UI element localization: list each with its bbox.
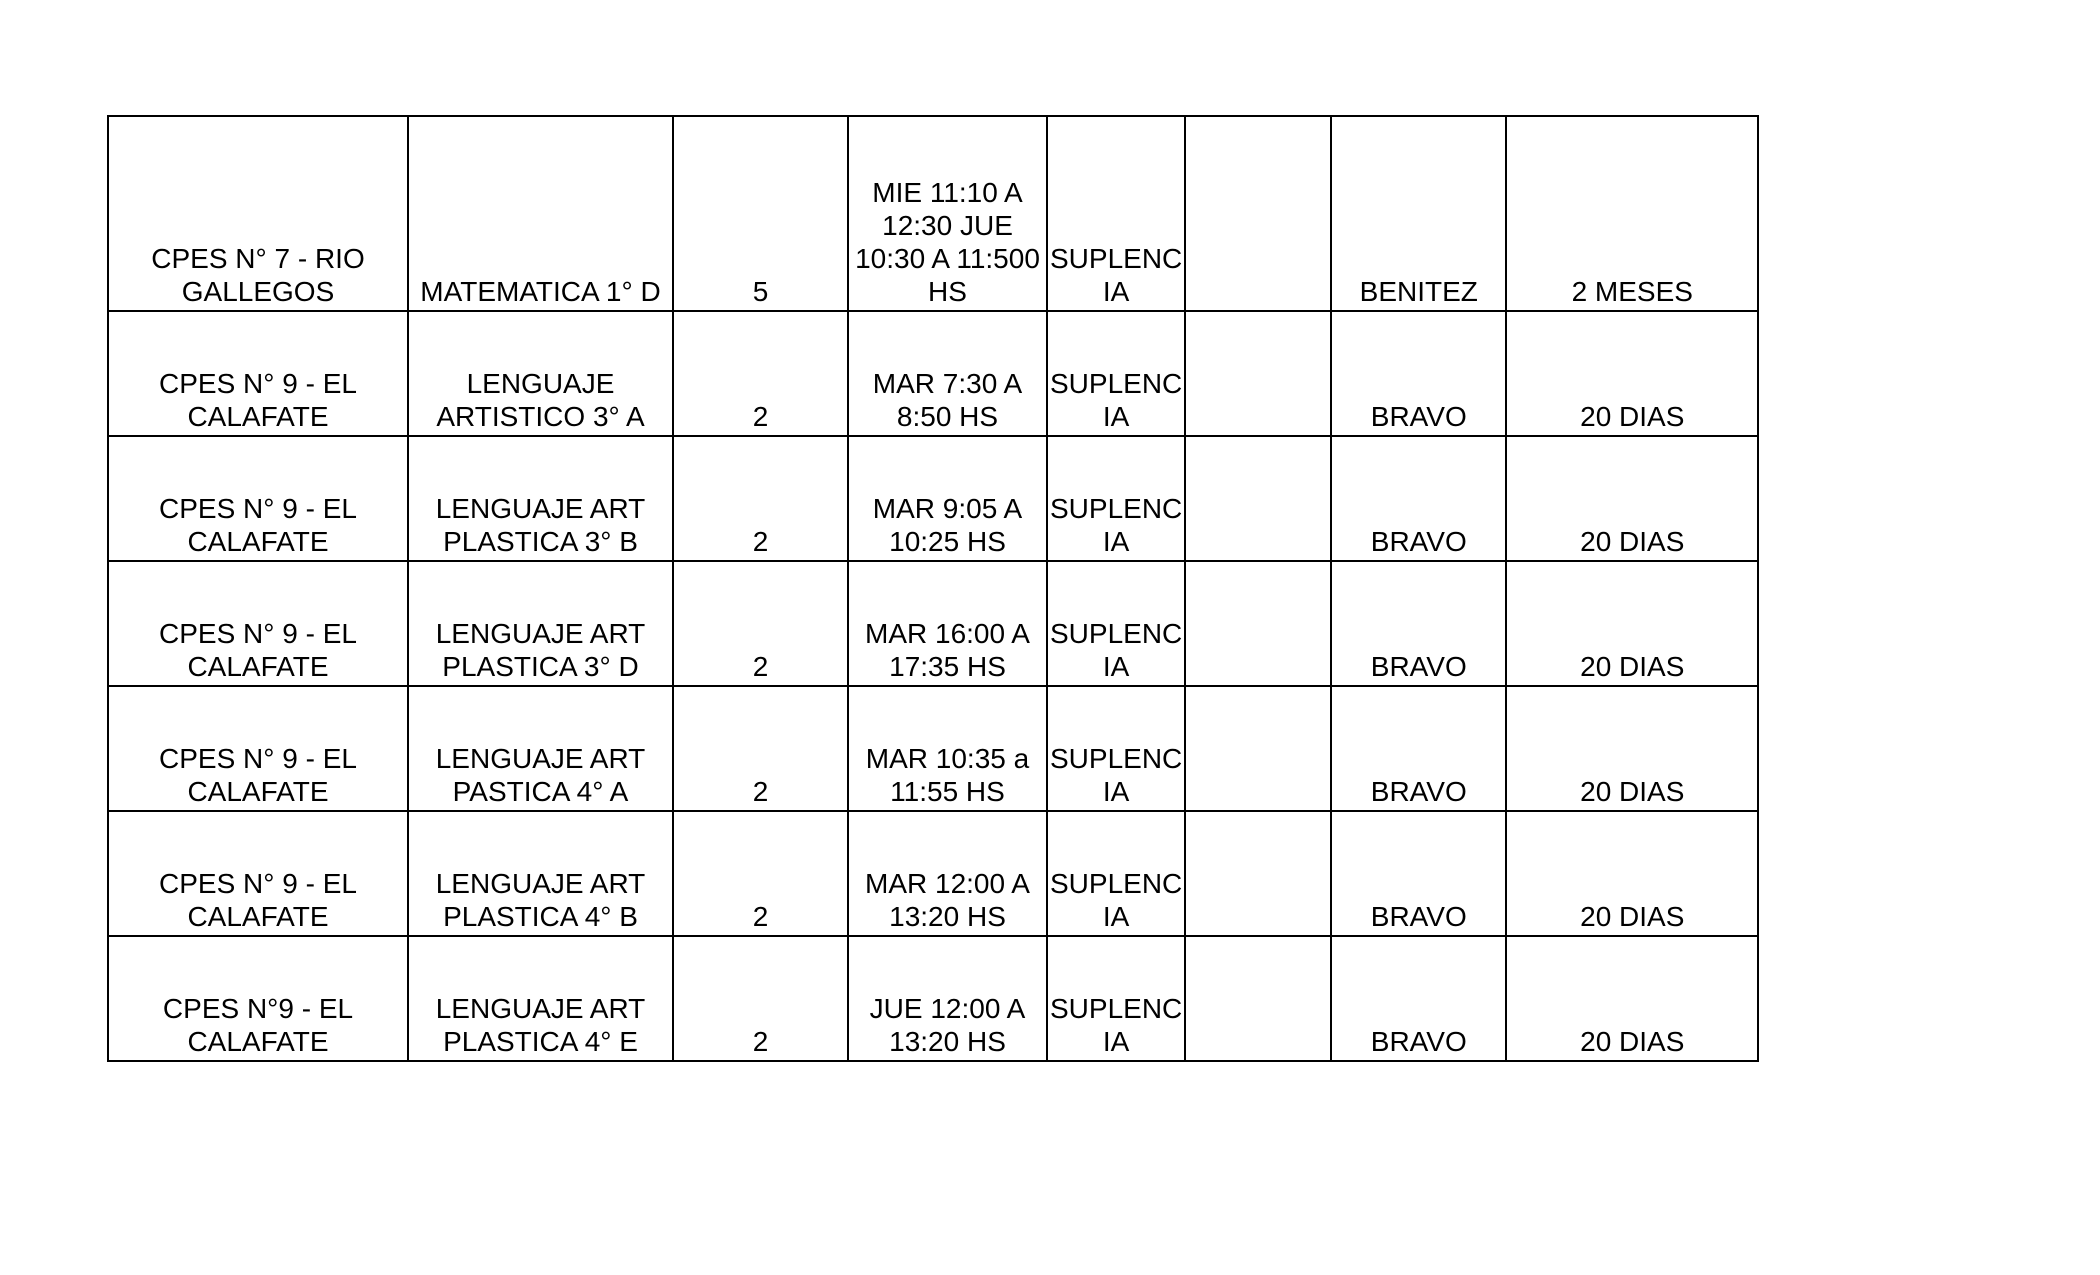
cell-schedule: MAR 7:30 A 8:50 HS [848,311,1047,436]
cell-type: SUPLENC IA [1047,436,1185,561]
cell-hours: 2 [673,311,848,436]
cell-empty [1185,311,1331,436]
cell-hours: 2 [673,811,848,936]
cell-empty [1185,686,1331,811]
cell-duration: 20 DIAS [1506,936,1758,1061]
cell-subject: MATEMATICA 1° D [408,116,673,311]
cell-name: BRAVO [1331,936,1506,1061]
cell-hours: 2 [673,561,848,686]
cell-school: CPES N° 9 - EL CALAFATE [108,436,408,561]
cell-type: SUPLENC IA [1047,116,1185,311]
cell-name: BRAVO [1331,811,1506,936]
table-row [108,561,1758,686]
cell-empty [1185,116,1331,311]
cell-subject: LENGUAJE ART PASTICA 4° A [408,686,673,811]
cell-hours: 2 [673,436,848,561]
cell-type: SUPLENC IA [1047,686,1185,811]
cell-duration: 2 MESES [1506,116,1758,311]
table-row [108,116,1758,311]
cell-empty [1185,561,1331,686]
cell-schedule: MAR 16:00 A 17:35 HS [848,561,1047,686]
table-row [108,311,1758,436]
cell-name: BRAVO [1331,561,1506,686]
cell-duration: 20 DIAS [1506,811,1758,936]
cell-name: BRAVO [1331,311,1506,436]
cell-school: CPES N° 9 - EL CALAFATE [108,561,408,686]
cell-type: SUPLENC IA [1047,311,1185,436]
spreadsheet-page [107,115,1759,1062]
cell-name: BRAVO [1331,436,1506,561]
cell-type: SUPLENC IA [1047,561,1185,686]
cell-empty [1185,436,1331,561]
cell-schedule: MAR 10:35 a 11:55 HS [848,686,1047,811]
table-row [108,436,1758,561]
cell-empty [1185,811,1331,936]
table-row [108,811,1758,936]
cell-school: CPES N° 9 - EL CALAFATE [108,311,408,436]
cell-schedule: MIE 11:10 A 12:30 JUE 10:30 A 11:500 HS [848,116,1047,311]
cell-name: BRAVO [1331,686,1506,811]
cell-empty [1185,936,1331,1061]
cell-subject: LENGUAJE ART PLASTICA 3° B [408,436,673,561]
cell-duration: 20 DIAS [1506,561,1758,686]
cell-school: CPES N° 9 - EL CALAFATE [108,811,408,936]
cell-hours: 2 [673,686,848,811]
cell-schedule: MAR 12:00 A 13:20 HS [848,811,1047,936]
cell-subject: LENGUAJE ART PLASTICA 4° E [408,936,673,1061]
cell-schedule: JUE 12:00 A 13:20 HS [848,936,1047,1061]
cell-school: CPES N° 7 - RIO GALLEGOS [108,116,408,311]
cell-schedule: MAR 9:05 A 10:25 HS [848,436,1047,561]
cell-duration: 20 DIAS [1506,686,1758,811]
cell-duration: 20 DIAS [1506,436,1758,561]
assignments-table [107,115,1759,1062]
cell-subject: LENGUAJE ART PLASTICA 4° B [408,811,673,936]
cell-duration: 20 DIAS [1506,311,1758,436]
cell-hours: 2 [673,936,848,1061]
cell-type: SUPLENC IA [1047,936,1185,1061]
cell-school: CPES N°9 - EL CALAFATE [108,936,408,1061]
table-row [108,686,1758,811]
cell-subject: LENGUAJE ARTISTICO 3° A [408,311,673,436]
cell-type: SUPLENC IA [1047,811,1185,936]
cell-hours: 5 [673,116,848,311]
cell-school: CPES N° 9 - EL CALAFATE [108,686,408,811]
cell-subject: LENGUAJE ART PLASTICA 3° D [408,561,673,686]
cell-name: BENITEZ [1331,116,1506,311]
table-row [108,936,1758,1061]
